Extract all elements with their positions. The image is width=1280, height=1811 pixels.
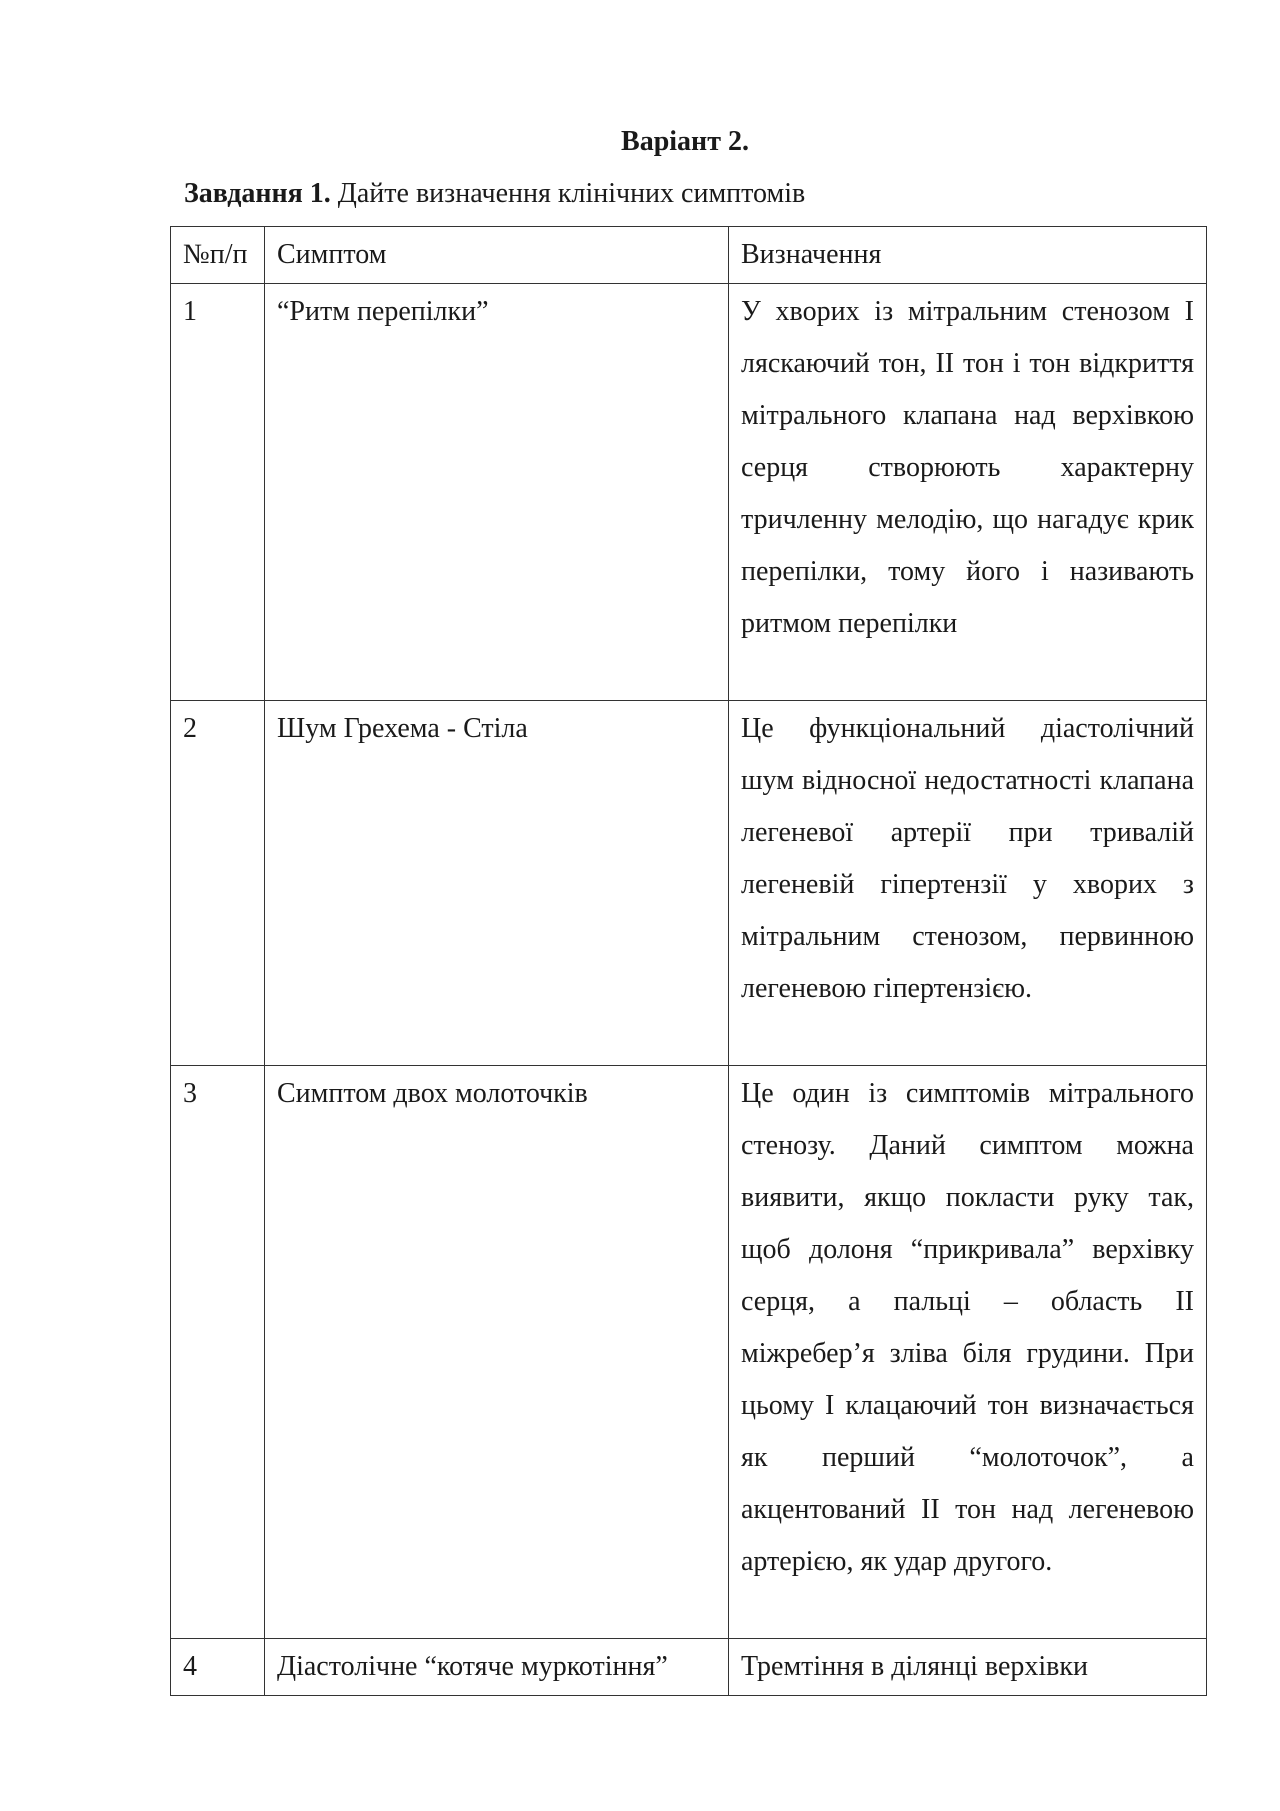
- row-definition: [729, 1639, 1207, 1696]
- header-symptom: Симптом: [265, 227, 729, 284]
- row-symptom: “Ритм перепілки”: [265, 284, 729, 701]
- table-row: [171, 1066, 1207, 1639]
- table-header-row: [171, 227, 1207, 284]
- row-num: 3: [171, 1066, 265, 1639]
- variant-title: Варіант 2.: [621, 126, 749, 157]
- table-row: [171, 1639, 1207, 1696]
- task-label: Завдання 1.: [184, 178, 331, 209]
- row-definition: У хворих із мітральним стенозом I ляскаючий тон, II тон і тон відкриття мітрального клапана над верхівкою серця створюють характерну тричленну мелодію, що нагадує крик перепілки, тому його і називають ритмом перепілки: [729, 284, 1207, 701]
- row-symptom: Симптом двох молоточків: [265, 1066, 729, 1639]
- row-definition: Це функціональний діастолічний шум відносної недостатності клапана легеневої артерії при тривалій легеневій гіпертензії у хворих з мітральним стенозом, первинною легеневою гіпертензією.: [729, 701, 1207, 1066]
- row-definition-text: Тремтіння в ділянці верхівки: [741, 1651, 1088, 1682]
- row-num: 4: [171, 1639, 265, 1696]
- task-heading: [184, 174, 805, 214]
- symptoms-table: [170, 226, 1207, 1696]
- row-num: 1: [171, 284, 265, 701]
- table-row: [171, 284, 1207, 701]
- row-num: 2: [171, 701, 265, 1066]
- header-definition: Визначення: [729, 227, 1207, 284]
- row-definition: Це один із симптомів мітрального стенозу. Даний симптом можна виявити, якщо покласти руку так, щоб долоня “прикривала” верхівку серця, а пальці – область II міжребер’я зліва біля грудини. При цьому I клацаючий тон визначається як перший “молоточок”, а акцентований II тон над легеневою артерією, як удар другого.: [729, 1066, 1207, 1639]
- header-num: №п/п: [171, 227, 265, 284]
- table-row: [171, 701, 1207, 1066]
- row-symptom: Шум Грехема - Стіла: [265, 701, 729, 1066]
- task-text: Дайте визначення клінічних симптомів: [337, 178, 806, 209]
- row-symptom: Діастолічне “котяче муркотіння”: [265, 1639, 729, 1696]
